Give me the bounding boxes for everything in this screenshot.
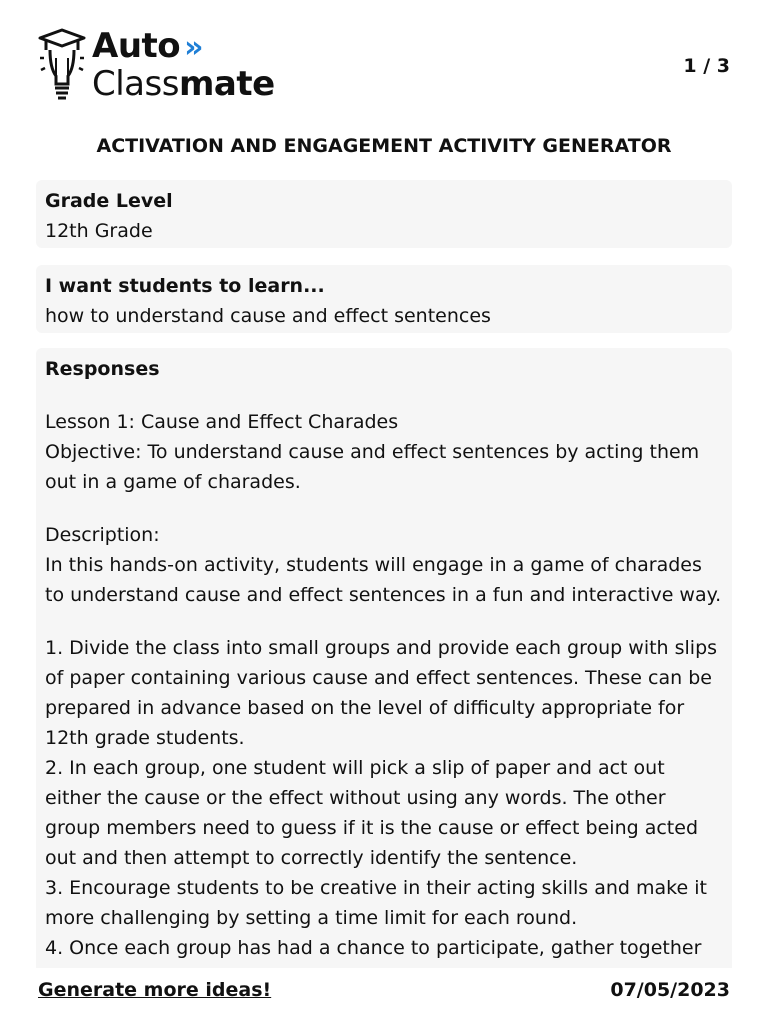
page-indicator: 1 / 3 xyxy=(683,55,730,77)
step-item: 3. Encourage students to be creative in their acting skills and make it more challenging by setting a time limit for each round. xyxy=(45,877,707,929)
logo-auto-text: Auto xyxy=(92,26,181,66)
step-item: 2. In each group, one student will pick a slip of paper and act out either the cause or the effect without using any words. The other group members need to guess if it is the cause or effect being acted out and then attempt to correctly identify the sentence. xyxy=(45,757,699,869)
grade-level-field xyxy=(36,180,732,248)
responses-label: Responses xyxy=(45,358,160,380)
learning-goal-label: I want students to learn... xyxy=(45,275,325,297)
logo-mate-text: mate xyxy=(178,64,275,104)
logo-wordmark xyxy=(92,28,275,103)
double-chevron-right-icon: » xyxy=(184,30,204,65)
logo xyxy=(38,28,275,103)
description-text: In this hands-on activity, students will engage in a game of charades to understand cause and effect sentences in a fun and interactive way. xyxy=(45,554,722,606)
lightbulb-graduation-cap-icon xyxy=(38,28,86,102)
logo-line-2 xyxy=(92,66,275,103)
description-label: Description: xyxy=(45,524,160,546)
logo-class-text: Class xyxy=(92,64,179,104)
page-title: ACTIVATION AND ENGAGEMENT ACTIVITY GENERATOR xyxy=(96,135,672,157)
learning-goal-value: how to understand cause and effect sentences xyxy=(45,305,491,327)
generate-more-ideas-link[interactable]: Generate more ideas! xyxy=(38,979,272,1001)
lesson-title: Lesson 1: Cause and Effect Charades xyxy=(45,411,399,433)
grade-level-value: 12th Grade xyxy=(45,220,153,242)
learning-goal-field xyxy=(36,265,732,333)
footer-date: 07/05/2023 xyxy=(610,979,730,1001)
lesson-objective: Objective: To understand cause and effect sentences by acting them out in a game of charades. xyxy=(45,441,700,493)
responses-panel[interactable] xyxy=(36,348,732,968)
logo-line-1 xyxy=(92,28,275,66)
step-item: 4. Once each group has had a chance to participate, gather together xyxy=(45,937,702,959)
grade-level-label: Grade Level xyxy=(45,190,173,212)
step-item: 1. Divide the class into small groups and provide each group with slips of paper containing various cause and effect sentences. These can be prepared in advance based on the level of difficulty appropriate for 12th grade students. xyxy=(45,637,718,749)
